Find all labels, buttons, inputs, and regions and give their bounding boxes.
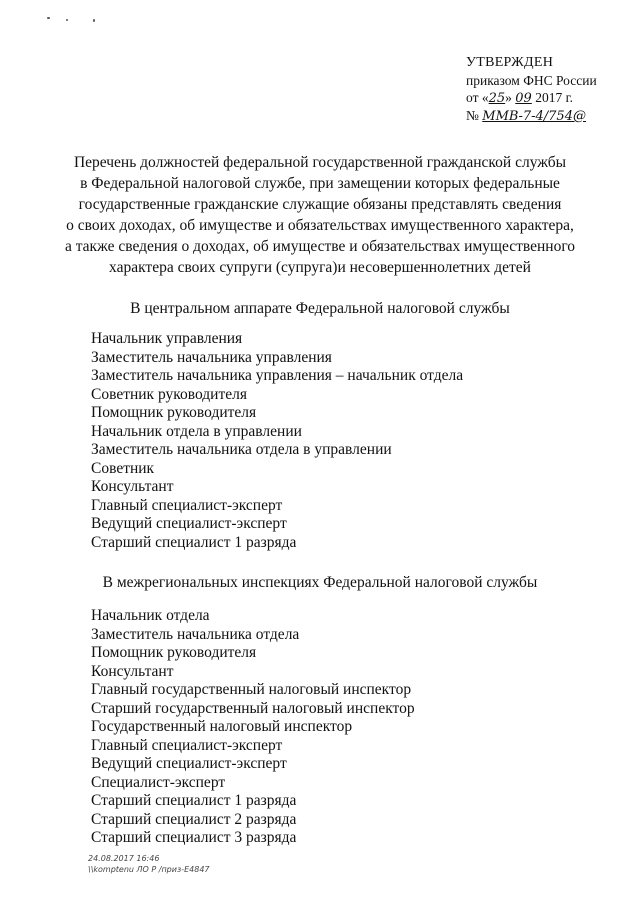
list-item: Главный специалист-эксперт	[91, 736, 283, 754]
heading-line: Перечень должностей федеральной государственной гражданской службы	[73, 154, 567, 171]
list-item: Старший государственный налоговый инспектор	[91, 699, 415, 717]
section-title-central: В центральном аппарате Федеральной налоговой службы	[130, 300, 510, 317]
heading-line: в Федеральной налоговой службе, при замещении которых федеральные	[80, 175, 560, 192]
list-item: Советник руководителя	[91, 385, 247, 403]
list-item: Старший специалист 1 разряда	[91, 792, 297, 809]
heading-line: о своих доходах, об имуществе и обязательствах имущественного характера,	[66, 217, 574, 234]
approval-number-line	[466, 107, 597, 125]
list-item: Главный специалист-эксперт	[91, 496, 283, 514]
document-footer	[88, 853, 210, 875]
section-title-interregional: В межрегиональных инспекциях Федеральной налоговой службы	[102, 574, 538, 591]
list-item: Помощник руководителя	[91, 644, 257, 661]
date-month-handwritten: 09	[515, 91, 532, 106]
list-item: Ведущий специалист-эксперт	[91, 515, 287, 532]
scan-speck	[47, 17, 50, 19]
scan-speck	[66, 19, 68, 21]
list-item: Заместитель начальника отдела	[91, 625, 300, 643]
approval-order-line: приказом ФНС России	[466, 73, 597, 88]
approval-block	[466, 54, 597, 125]
list-item: Консультант	[91, 478, 174, 495]
approval-date-line	[466, 89, 597, 107]
heading-line: государственные гражданские служащие обязаны представлять сведения	[78, 196, 562, 213]
list-item: Заместитель начальника отдела в управлении	[91, 441, 392, 458]
position-list-interregional	[91, 607, 415, 848]
order-number-handwritten: ММВ-7-4/754@	[482, 109, 586, 124]
list-item: Начальник управления	[91, 330, 243, 347]
date-year: 2017 г.	[535, 90, 573, 105]
list-item: Ведущий специалист-эксперт	[91, 755, 287, 772]
date-day-handwritten: 25	[488, 91, 506, 106]
heading-line: а также сведения о доходах, об имуществе и обязательствах имущественного	[64, 238, 576, 255]
footer-timestamp: 24.08.2017 16:46	[88, 854, 160, 863]
heading-line: характера своих супруги (супруга)и несовершеннолетних детей	[109, 259, 531, 276]
list-item: Главный государственный налоговый инспектор	[91, 681, 412, 698]
list-item: Советник	[91, 459, 155, 477]
date-mid: »	[505, 90, 512, 105]
list-item: Начальник отдела в управлении	[91, 422, 302, 440]
list-item: Заместитель начальника управления	[91, 348, 332, 366]
document-heading	[40, 152, 600, 278]
list-item: Специалист-эксперт	[91, 773, 226, 791]
footer-file-path: \\komptenu ЛО Р /приз-Е4847	[88, 865, 210, 874]
list-item: Старший специалист 1 разряда	[91, 533, 297, 551]
list-item: Консультант	[91, 662, 174, 680]
date-prefix: от «	[466, 90, 489, 105]
list-item: Старший специалист 2 разряда	[91, 810, 297, 828]
scan-speck	[93, 19, 95, 22]
position-list-central	[91, 330, 463, 552]
number-prefix: №	[466, 108, 479, 123]
list-item: Помощник руководителя	[91, 404, 257, 421]
approval-title: УТВЕРЖДЕН	[466, 55, 554, 70]
list-item: Заместитель начальника управления – начальник отдела	[91, 367, 464, 384]
list-item: Начальник отдела	[91, 607, 210, 624]
list-item: Государственный налоговый инспектор	[91, 718, 353, 735]
list-item: Старший специалист 3 разряда	[91, 829, 297, 846]
